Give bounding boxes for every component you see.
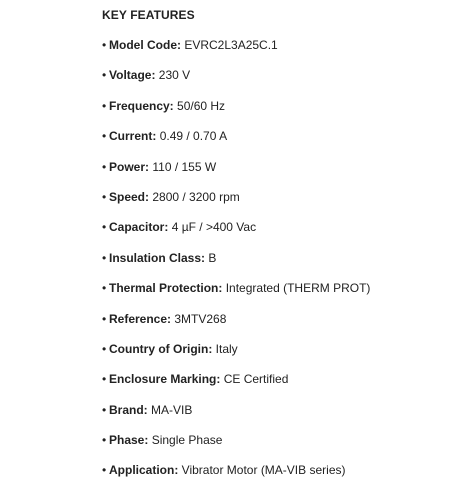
feature-value: 110 / 155 W [152,159,217,174]
feature-label: Application: [109,463,179,478]
feature-item [102,462,460,478]
feature-label: Phase: [109,433,149,448]
bullet-icon: • [102,189,107,204]
feature-value: Single Phase [151,433,223,448]
feature-value: CE Certified [223,372,289,387]
feature-label: Model Code: [109,38,181,52]
bullet-icon: • [102,281,107,296]
feature-item [102,280,460,296]
feature-item [102,402,460,418]
feature-item [102,250,460,266]
bullet-icon: • [102,341,107,356]
feature-label: Thermal Protection: [109,281,223,296]
bullet-icon: • [102,372,107,387]
feature-label: Brand: [109,402,148,417]
bullet-icon: • [102,433,107,448]
feature-value: 2800 / 3200 rpm [152,189,240,204]
feature-item [102,37,460,53]
feature-value: 0.49 / 0.70 A [159,129,228,144]
feature-value: Integrated (THERM PROT) [225,281,371,296]
feature-label: Voltage: [109,68,156,83]
feature-label: Country of Origin: [109,341,213,356]
feature-item [102,189,460,205]
feature-label: Speed: [109,189,150,204]
feature-label: Current: [109,129,157,144]
bullet-icon: • [102,463,107,478]
bullet-icon: • [102,159,107,174]
feature-value: 50/60 Hz [177,98,226,113]
feature-item [102,159,460,175]
bullet-icon: • [102,129,107,144]
feature-item [102,432,460,448]
bullet-icon: • [102,250,107,265]
feature-value: B [208,250,217,265]
feature-value: 230 V [158,68,191,83]
feature-list [102,37,460,478]
feature-item [102,128,460,144]
bullet-icon: • [102,98,107,113]
bullet-icon: • [102,38,107,52]
feature-item [102,311,460,327]
feature-item [102,67,460,83]
feature-value: 4 µF / >400 Vac [171,220,257,235]
feature-value: 3MTV268 [174,311,227,326]
feature-label: Frequency: [109,98,174,113]
feature-label: Insulation Class: [109,250,206,265]
section-heading: KEY FEATURES [102,8,195,22]
feature-item [102,371,460,387]
bullet-icon: • [102,402,107,417]
feature-item [102,341,460,357]
feature-label: Enclosure Marking: [109,372,221,387]
bullet-icon: • [102,68,107,83]
feature-value: EVRC2L3A25C.1 [184,38,278,52]
feature-item [102,98,460,114]
feature-label: Reference: [109,311,172,326]
bullet-icon: • [102,311,107,326]
feature-value: MA-VIB [151,402,193,417]
feature-value: Vibrator Motor (MA-VIB series) [181,463,346,478]
feature-value: Italy [215,341,238,356]
bullet-icon: • [102,220,107,235]
feature-label: Power: [109,159,150,174]
feature-label: Capacitor: [109,220,169,235]
feature-item [102,219,460,235]
